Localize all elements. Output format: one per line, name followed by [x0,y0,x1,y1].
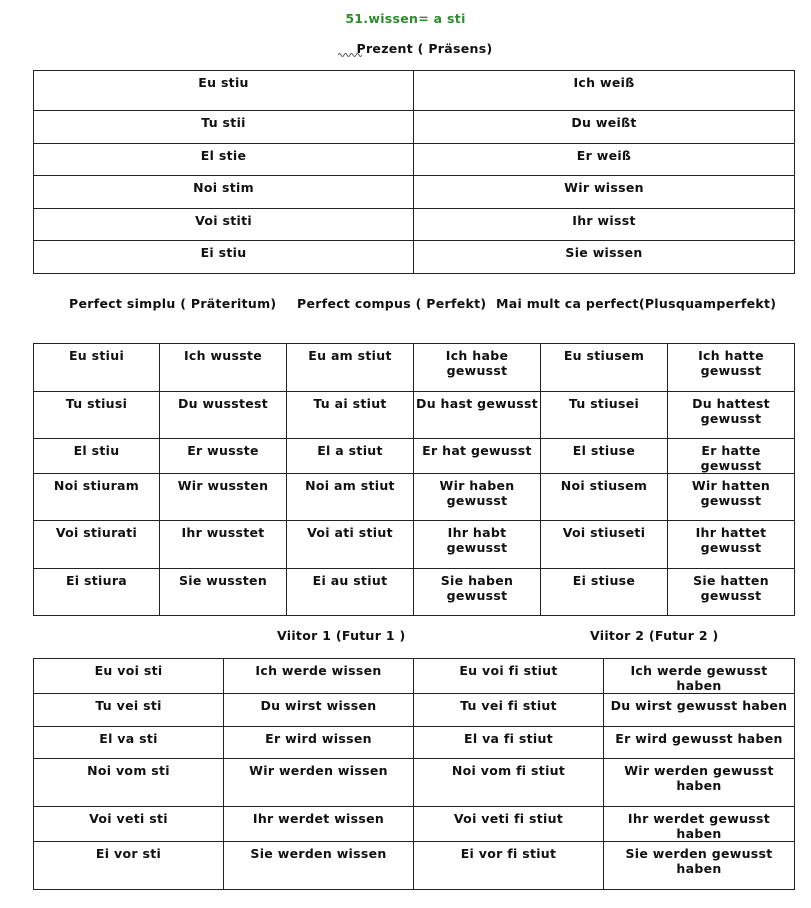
table-cell: Er wird gewusst haben [604,727,795,759]
table-row [34,344,795,392]
table-cell: Ei vor sti [34,842,224,890]
table-cell: Wir werden wissen [224,759,414,807]
table-cell: Eu stiu [34,71,414,111]
table-cell: Eu voi fi stiut [414,659,604,694]
header-viitor-1: Viitor 1 (Futur 1 ) [277,628,406,643]
table-cell: Tu ai stiut [287,392,414,439]
table-cell: Sie wussten [160,569,287,616]
past-table [33,343,795,616]
table-cell: El va sti [34,727,224,759]
table-cell: Eu voi sti [34,659,224,694]
table-row [34,521,795,569]
table-cell: Noi stiuram [34,474,160,521]
table-cell: Tu stiusi [34,392,160,439]
table-cell: Voi stiti [34,209,414,241]
table-cell: Tu stiusei [541,392,668,439]
table-row [34,392,795,439]
table-cell: Tu stii [34,111,414,144]
table-cell: Wir wissen [414,176,795,209]
page-title: 51.wissen= a sti [345,11,466,26]
table-row [34,71,795,111]
table-cell: Wir haben gewusst [414,474,541,521]
prezent-header [0,41,811,56]
prezent-header-text: Prezent ( Präsens) [356,41,493,56]
table-row [34,144,795,176]
table-cell: Wir werden gewusst haben [604,759,795,807]
table-cell: Er weiß [414,144,795,176]
table-row [34,569,795,616]
table-cell: Du weißt [414,111,795,144]
table-cell: Ei stiura [34,569,160,616]
table-cell: Er hat gewusst [414,439,541,474]
table-cell: Sie werden wissen [224,842,414,890]
table-cell: Ihr werdet gewusst haben [604,807,795,842]
table-row [34,176,795,209]
table-row [34,759,795,807]
table-cell: El va fi stiut [414,727,604,759]
table-cell: Er wusste [160,439,287,474]
table-cell: Ich hatte gewusst [668,344,795,392]
prezent-table [33,70,795,274]
table-row [34,241,795,274]
table-row [34,439,795,474]
spellcheck-squiggle-icon [338,52,362,58]
table-cell: Sie wissen [414,241,795,274]
table-cell: Noi stim [34,176,414,209]
table-cell: El stiu [34,439,160,474]
table-cell: Eu am stiut [287,344,414,392]
table-cell: Du hattest gewusst [668,392,795,439]
table-cell: Ich wusste [160,344,287,392]
table-cell: Er wird wissen [224,727,414,759]
header-viitor-2: Viitor 2 (Futur 2 ) [590,628,719,643]
table-cell: Voi ati stiut [287,521,414,569]
table-cell: Ihr werdet wissen [224,807,414,842]
table-row [34,694,795,727]
table-cell: Ei stiu [34,241,414,274]
past-headers [0,296,811,312]
table-cell: Ei stiuse [541,569,668,616]
table-cell: El stie [34,144,414,176]
table-cell: Noi am stiut [287,474,414,521]
table-cell: Ich werde gewusst haben [604,659,795,694]
table-cell: Ei vor fi stiut [414,842,604,890]
table-cell: Du wirst gewusst haben [604,694,795,727]
table-cell: Ich habe gewusst [414,344,541,392]
table-cell: Noi stiusem [541,474,668,521]
table-cell: Du hast gewusst [414,392,541,439]
table-row [34,727,795,759]
table-row [34,659,795,694]
future-headers [0,628,811,644]
table-cell: Ich weiß [414,71,795,111]
table-cell: Du wirst wissen [224,694,414,727]
table-cell: Ich werde wissen [224,659,414,694]
table-cell: Tu vei sti [34,694,224,727]
table-row [34,209,795,241]
table-cell: Ihr wisst [414,209,795,241]
table-cell: Eu stiusem [541,344,668,392]
table-cell: Voi veti fi stiut [414,807,604,842]
header-perfect-compus: Perfect compus ( Perfekt) [297,296,487,311]
table-cell: Er hatte gewusst [668,439,795,474]
table-cell: Ihr habt gewusst [414,521,541,569]
table-cell: Eu stiui [34,344,160,392]
table-cell: Wir wussten [160,474,287,521]
table-cell: El stiuse [541,439,668,474]
table-cell: Wir hatten gewusst [668,474,795,521]
table-cell: Sie hatten gewusst [668,569,795,616]
table-cell: Sie werden gewusst haben [604,842,795,890]
table-cell: Tu vei fi stiut [414,694,604,727]
table-row [34,474,795,521]
table-cell: Noi vom fi stiut [414,759,604,807]
future-table [33,658,795,890]
table-cell: Ihr wusstet [160,521,287,569]
table-cell: Ihr hattet gewusst [668,521,795,569]
table-cell: El a stiut [287,439,414,474]
header-perfect-simplu: Perfect simplu ( Präteritum) [69,296,277,311]
table-cell: Voi stiuseti [541,521,668,569]
table-cell: Ei au stiut [287,569,414,616]
table-cell: Sie haben gewusst [414,569,541,616]
table-cell: Voi stiurati [34,521,160,569]
header-mai-mult-ca-perfect: Mai mult ca perfect(Plusquamperfekt) [496,296,777,311]
table-row [34,842,795,890]
table-cell: Noi vom sti [34,759,224,807]
table-cell: Voi veti sti [34,807,224,842]
table-row [34,111,795,144]
table-row [34,807,795,842]
table-cell: Du wusstest [160,392,287,439]
